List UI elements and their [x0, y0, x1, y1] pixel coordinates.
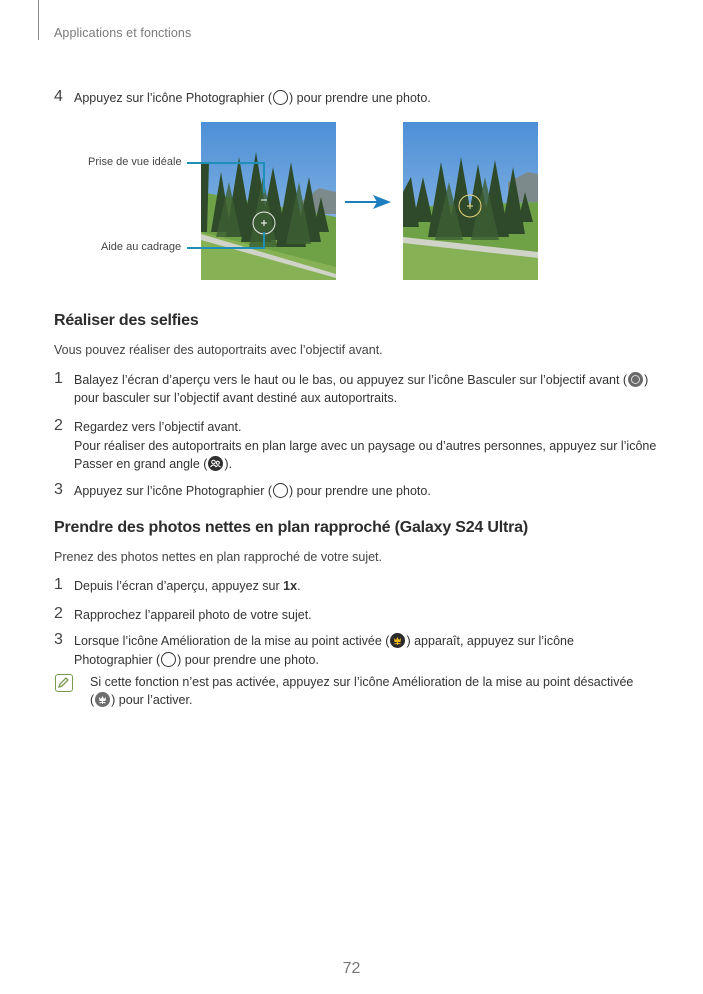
- callout-line-top: [187, 162, 264, 164]
- shutter-icon: [161, 652, 176, 667]
- page-number: 72: [342, 960, 361, 977]
- step-text: [74, 482, 431, 500]
- step-text-before: Passer en grand angle (: [74, 457, 208, 471]
- step-text-after: ) pour prendre une photo.: [289, 91, 431, 105]
- landscape-image-aligned: [403, 122, 538, 280]
- step-text: [74, 89, 431, 107]
- landscape-image: [201, 122, 336, 280]
- note-text-line1: Si cette fonction n’est pas activée, appuyez sur l’icône Amélioration de la mise au point désactivée: [90, 675, 634, 689]
- step-text-before: Lorsque l’icône Amélioration de la mise au point activée (: [74, 634, 390, 648]
- section-title-closeup: Prendre des photos nettes en plan rapproché (Galaxy S24 Ultra): [54, 519, 528, 536]
- zoom-1x-label: 1x: [283, 579, 298, 593]
- callout-line-bottom-vertical: [263, 232, 265, 249]
- callout-line-top-vertical: [263, 162, 265, 193]
- callout-framing-aid: Aide au cadrage: [101, 241, 182, 253]
- section-intro-closeup: Prenez des photos nettes en plan rapproché de votre sujet.: [54, 550, 382, 564]
- focus-enhancer-off-icon: [95, 692, 110, 707]
- step-number: 3: [54, 631, 63, 648]
- photo-before: [201, 122, 336, 280]
- callout-ideal-shot: Prise de vue idéale: [88, 156, 182, 168]
- step-text-line1: Regardez vers l’objectif avant.: [74, 420, 242, 434]
- step-number: 1: [54, 576, 63, 593]
- photo-after: [403, 122, 538, 280]
- step-text-before: Appuyez sur l’icône Photographier (: [74, 91, 273, 105]
- shutter-icon: [273, 90, 288, 105]
- section-title-selfies: Réaliser des selfies: [54, 312, 199, 329]
- step-text-after: .: [297, 579, 301, 593]
- wide-angle-selfie-icon: [208, 456, 223, 471]
- step-text-after: ) apparaît, appuyez sur l’icône: [406, 634, 574, 648]
- step-text-before: Appuyez sur l’icône Photographier (: [74, 484, 273, 498]
- note-text-line2: [90, 692, 192, 707]
- arrow-right-icon: [345, 193, 391, 211]
- shutter-icon: [273, 483, 288, 498]
- step-text-after: ): [644, 373, 649, 387]
- switch-camera-icon: [628, 372, 643, 387]
- header-divider: [38, 0, 39, 40]
- step-text-line1: [74, 371, 648, 389]
- step-text: Rapprochez l’appareil photo de votre sujet.: [74, 608, 312, 622]
- note-text-before: (: [90, 693, 95, 707]
- note-pencil-icon: [55, 674, 73, 692]
- step-text-line2: pour basculer sur l’objectif avant destiné aux autoportraits.: [74, 391, 398, 405]
- step-number: 1: [54, 370, 63, 387]
- step-text-line3: [74, 455, 232, 473]
- section-intro-selfies: Vous pouvez réaliser des autoportraits avec l’objectif avant.: [54, 343, 383, 357]
- step-text-after: ) pour prendre une photo.: [177, 653, 319, 667]
- step-text-before: Photographier (: [74, 653, 161, 667]
- step-text-after: ).: [224, 457, 233, 471]
- focus-enhancer-on-icon: [390, 633, 405, 648]
- step-text-after: ) pour prendre une photo.: [289, 484, 431, 498]
- step-number: 4: [54, 88, 63, 105]
- step-number: 2: [54, 605, 63, 622]
- step-text-before: Balayez l’écran d’aperçu vers le haut ou le bas, ou appuyez sur l’icône Basculer sur l’objectif avant (: [74, 373, 628, 387]
- step-number: 2: [54, 417, 63, 434]
- step-text-line2: Pour réaliser des autoportraits en plan large avec un paysage ou d’autres personnes, appuyez sur l’icône: [74, 439, 657, 453]
- section-header: Applications et fonctions: [54, 26, 192, 40]
- callout-line-bottom: [187, 247, 264, 249]
- step-text-line1: [74, 632, 574, 650]
- step-text-before: Depuis l’écran d’aperçu, appuyez sur: [74, 579, 284, 593]
- note-text-after: ) pour l’activer.: [111, 693, 193, 707]
- step-number: 3: [54, 481, 63, 498]
- step-text: [74, 577, 301, 595]
- step-text-line2: [74, 651, 319, 669]
